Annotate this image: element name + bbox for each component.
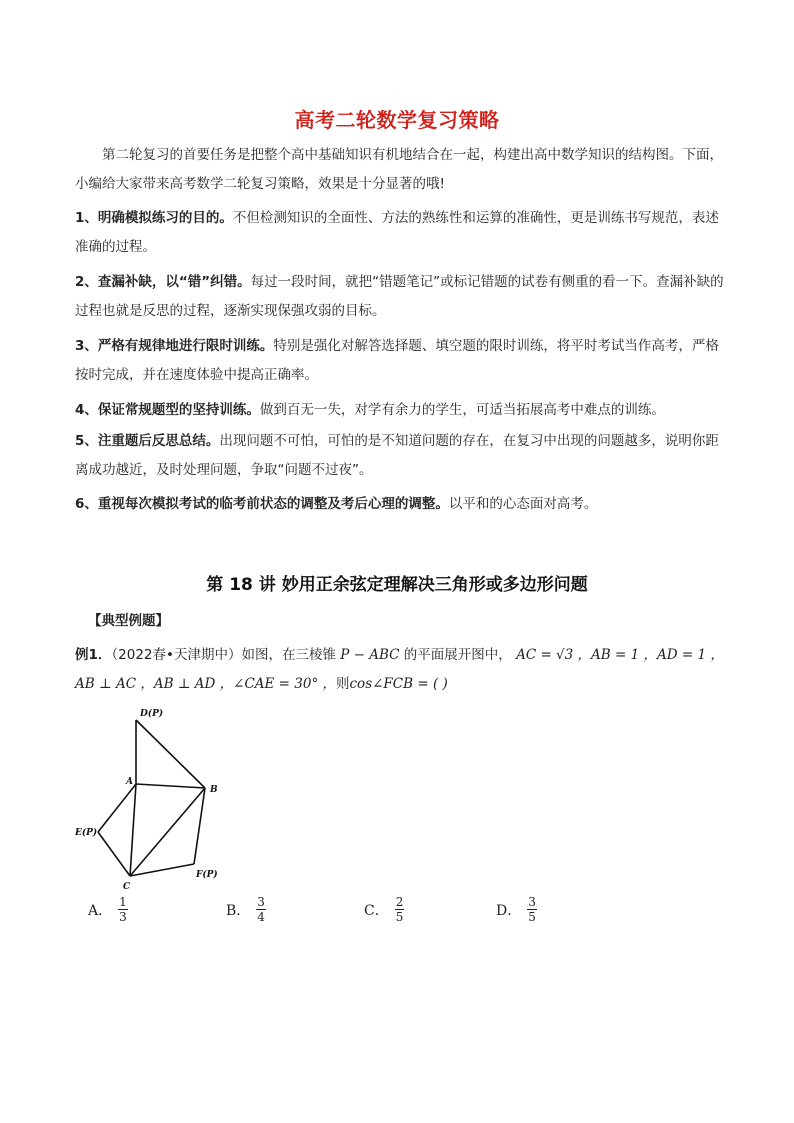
- edge-AC: [130, 784, 136, 876]
- option-fraction: [118, 895, 128, 924]
- strategy-item-4: [75, 396, 725, 425]
- strategy-item-body: 出现问题不可怕，可怕的是不知道问题的存在，在复习中出现的问题越多，说明你距离成功越近，及时处理问题，争取“问题不过夜”。: [75, 433, 719, 478]
- net-diagram: [70, 700, 240, 895]
- option-label: A．: [88, 902, 113, 919]
- strategy-item-body: 特别是强化对解答选择题、填空题的限时训练，将平时考试当作高考，严格按时完成，并在速度体验中提高正确率。: [75, 338, 719, 383]
- example-text-2: 的平面展开图中，: [403, 647, 512, 663]
- section-label: 【典型例题】: [88, 613, 169, 629]
- edge-EC: [98, 832, 130, 876]
- strategy-item-head: 3、严格有规律地进行限时训练。: [75, 338, 274, 354]
- strategy-item-3: [75, 332, 725, 389]
- option-label: B．: [226, 902, 251, 919]
- edge-AB: [136, 784, 205, 788]
- strategy-item-1: [75, 204, 725, 261]
- example-text-3: 则: [336, 676, 350, 692]
- option-d[interactable]: [496, 895, 537, 924]
- edge-DB: [136, 720, 205, 788]
- fraction-numerator: 3: [528, 895, 536, 909]
- lecture-title: 第 18 讲 妙用正余弦定理解决三角形或多边形问题: [206, 575, 588, 595]
- fraction-numerator: 2: [395, 895, 404, 909]
- option-fraction: [256, 895, 266, 924]
- net-edges: [98, 720, 205, 876]
- fraction-denominator: 5: [395, 910, 404, 924]
- fraction-denominator: 4: [257, 910, 265, 924]
- option-c[interactable]: [364, 895, 404, 924]
- example-condition-2: AB ⊥ AC ，AB ⊥ AD ，∠CAE = 30° ，: [75, 676, 336, 692]
- edge-AE: [98, 784, 136, 832]
- strategy-item-head: 5、注重题后反思总结。: [75, 433, 220, 449]
- fraction-numerator: 3: [257, 895, 265, 909]
- page-title: 高考二轮数学复习策略: [294, 108, 500, 132]
- vertex-label-B: B: [210, 785, 218, 795]
- vertex-label-F: F(P): [196, 870, 218, 880]
- example-question: cos∠FCB = ( ): [349, 676, 448, 692]
- fraction-denominator: 5: [528, 910, 536, 924]
- answer-options: [88, 895, 648, 935]
- vertex-label-D: D(P): [140, 709, 164, 719]
- example-pyramid: P − ABC: [335, 647, 404, 663]
- example-problem: [75, 641, 735, 699]
- option-a[interactable]: [88, 895, 128, 924]
- strategy-item-head: 1、明确模拟练习的目的。: [75, 210, 233, 226]
- fraction-denominator: 3: [119, 910, 127, 924]
- vertex-label-C: C: [123, 882, 131, 892]
- example-text-1: 如图，在三棱锥: [241, 647, 336, 663]
- option-fraction: [527, 895, 537, 924]
- option-b[interactable]: [226, 895, 266, 924]
- strategy-item-body: 每过一段时间，就把“错题笔记”或标记错题的试卷有侧重的看一下。查漏补缺的过程也就是反思的过程，逐渐实现保强攻弱的目标。: [75, 274, 724, 319]
- example-condition-1: AC = √3 ，AB = 1 ，AD = 1 ，: [511, 647, 724, 663]
- vertex-label-A: A: [126, 777, 133, 787]
- strategy-item-body: 不但检测知识的全面性、方法的熟练性和运算的准确性，更是训练书写规范，表述准确的过程。: [75, 210, 719, 255]
- strategy-item-head: 2、查漏补缺，以“错”纠错。: [75, 274, 251, 290]
- option-fraction: [395, 895, 405, 924]
- strategy-item-body: 以平和的心态面对高考。: [448, 496, 598, 512]
- intro-paragraph: 第二轮复习的首要任务是把整个高中基础知识有机地结合在一起，构建出高中数学知识的结构图。下面，小编给大家带来高考数学二轮复习策略，效果是十分显著的哦!: [75, 147, 723, 192]
- strategy-item-head: 4、保证常规题型的坚持训练。: [75, 402, 260, 418]
- option-label: C．: [364, 902, 389, 919]
- fraction-numerator: 1: [119, 895, 127, 909]
- strategy-item-head: 6、重视每次模拟考试的临考前状态的调整及考后心理的调整。: [75, 496, 449, 512]
- strategy-item-6: [75, 490, 725, 519]
- vertex-label-E: E(P): [75, 828, 98, 838]
- strategy-item-body: 做到百无一失，对学有余力的学生，可适当拓展高考中难点的训练。: [259, 402, 665, 418]
- strategy-item-2: [75, 268, 725, 325]
- example-source: （2022春•天津期中）: [111, 647, 242, 663]
- strategy-item-5: [75, 427, 725, 484]
- example-label: 例1．: [75, 647, 112, 663]
- option-label: D．: [496, 902, 522, 919]
